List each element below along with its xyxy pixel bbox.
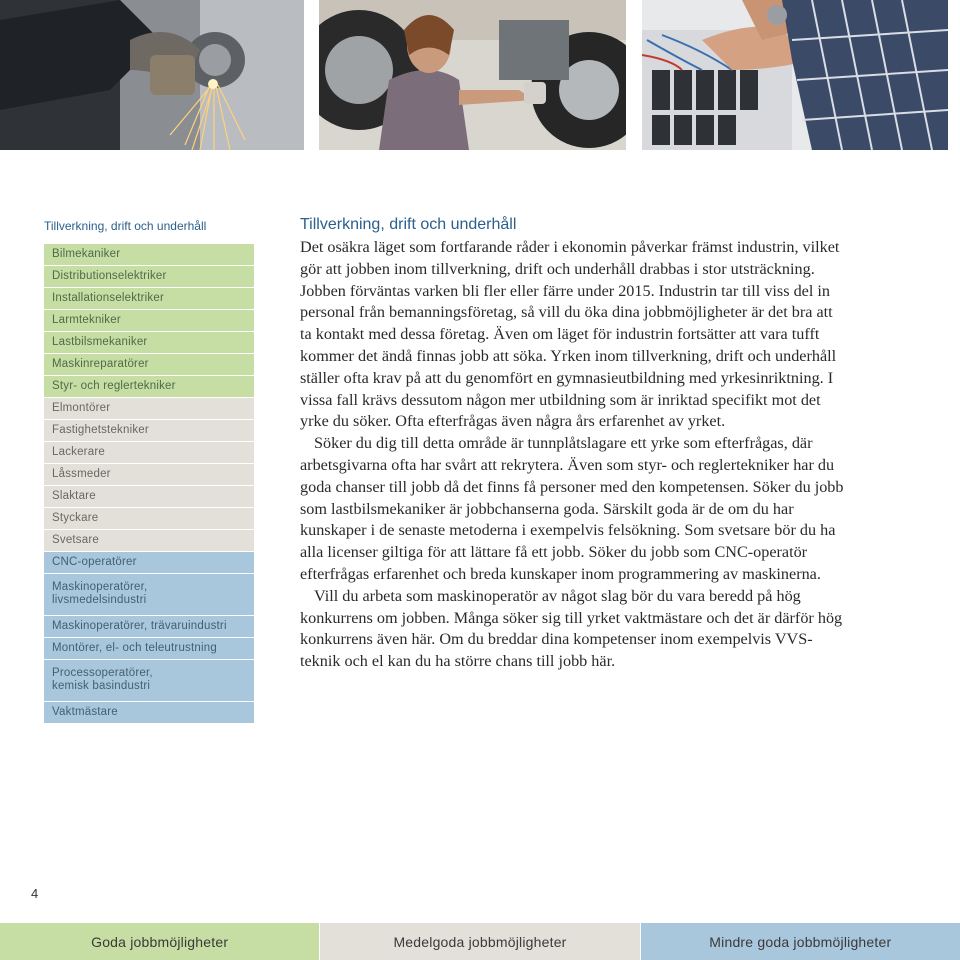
body-text bbox=[300, 237, 845, 673]
occupation-item: Montörer, el- och teleutrustning bbox=[44, 638, 254, 660]
occupation-item: Lackerare bbox=[44, 442, 254, 464]
legend-good: Goda jobbmöjligheter bbox=[0, 923, 319, 960]
legend-bar bbox=[0, 923, 960, 960]
occupation-item: Maskinoperatörer, trävaruindustri bbox=[44, 616, 254, 638]
occupation-item: Maskinoperatörer, livsmedelsindustri bbox=[44, 574, 254, 616]
occupation-item: Bilmekaniker bbox=[44, 244, 254, 266]
occupation-item: Installationselektriker bbox=[44, 288, 254, 310]
occupation-list bbox=[44, 244, 254, 724]
occupation-item: Svetsare bbox=[44, 530, 254, 552]
occupation-item: Larmtekniker bbox=[44, 310, 254, 332]
occupation-item: Fastighetstekniker bbox=[44, 420, 254, 442]
occupation-item: Distributionselektriker bbox=[44, 266, 254, 288]
occupation-item: Låssmeder bbox=[44, 464, 254, 486]
paragraph: Söker du dig till detta område är tunnplåtslagare ett yrke som efterfrågas, där arbetsgivarna ofta har svårt att rekrytera. Även som styr- och reglertekniker har du goda chanser till jobb då det finns få personer med den kompetensen. Söker du jobb som lastbilsmekaniker är jobbchanserna goda. Särskilt goda är de om du har kunskaper i de senaste metoderna i exempelvis felsökning. Som svetsare bör du ha alla licenser giltiga för att lättare få ett jobb. Söker du jobb som CNC-operatör efterfrågas erfarenhet och breda kunskaper inom programmering av maskinerna. bbox=[300, 434, 844, 583]
sidebar-title: Tillverkning, drift och underhåll bbox=[44, 219, 207, 233]
occupation-item: Elmontörer bbox=[44, 398, 254, 420]
occupation-item: Vaktmästare bbox=[44, 702, 254, 724]
section-title: Tillverkning, drift och underhåll bbox=[300, 216, 517, 233]
page-number: 4 bbox=[31, 886, 39, 901]
occupation-item: Styr- och reglertekniker bbox=[44, 376, 254, 398]
paragraph: Det osäkra läget som fortfarande råder i ekonomin påverkar främst industrin, vilket gör att jobben inom tillverkning, drift och underhåll drabbas i stor utsträckning. Jobben förväntas varken bli fler eller färre under 2015. Industrin tar till viss del in personal från bemanningsföretag, så vill du öka dina jobbmöjligheter är det bra att ta kontakt med dessa företag. Även om läget för industrin fortsätter att vara tufft kommer det ändå finnas jobb att söka. Yrken inom tillverkning, drift och underhåll ställer ofta krav på att du genomfört en gymnasieutbildning med yrkesinriktning. I vissa fall krävs dessutom någon mer utbildning som är inriktad specifikt mot det yrke du söker. Ofta efterfrågas även några års erfarenhet av yrket. bbox=[300, 238, 840, 431]
paragraph: Vill du arbeta som maskinoperatör av något slag bör du vara beredd på hög konkurrens om jobben. Många söker sig till yrket vaktmästare och det är därför hög konkurrens även här. Om du breddar dina kompetenser inom exempelvis VVS-teknik och el kan du ha större chans till jobb här. bbox=[300, 586, 843, 671]
occupation-item: Styckare bbox=[44, 508, 254, 530]
occupation-item: Maskinreparatörer bbox=[44, 354, 254, 376]
photo-mechanic-tractor bbox=[319, 0, 626, 150]
legend-medium: Medelgoda jobbmöjligheter bbox=[319, 923, 640, 960]
occupation-item: Lastbilsmekaniker bbox=[44, 332, 254, 354]
occupation-item: CNC-operatörer bbox=[44, 552, 254, 574]
photo-grinding-sparks bbox=[0, 0, 304, 150]
legend-less: Mindre goda jobbmöjligheter bbox=[641, 923, 960, 960]
occupation-item: Processoperatörer, kemisk basindustri bbox=[44, 660, 254, 702]
photo-electrician-panel bbox=[642, 0, 948, 150]
occupation-item: Slaktare bbox=[44, 486, 254, 508]
